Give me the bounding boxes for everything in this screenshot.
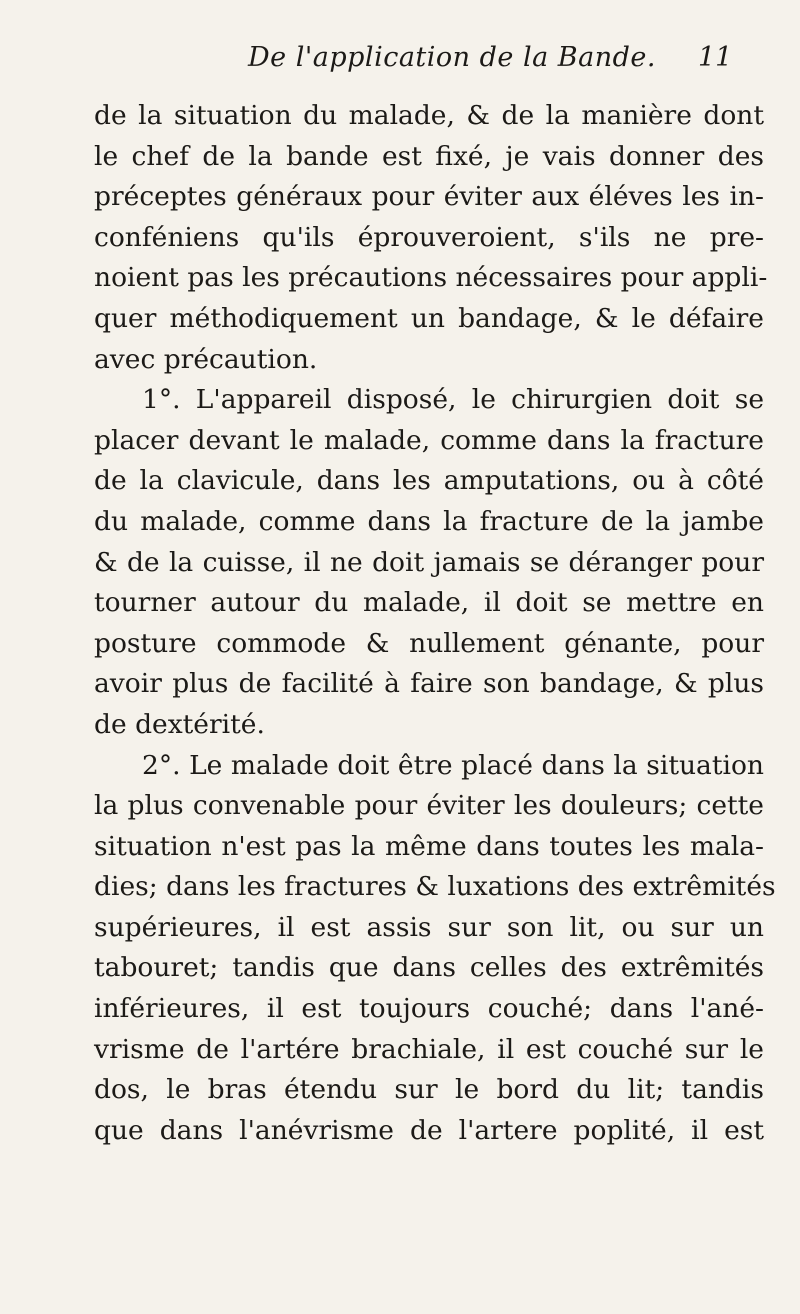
text-line: la plus convenable pour éviter les douleurs; cette [94,790,764,822]
body-text [94,96,776,1151]
text-line: quer méthodiquement un bandage, & le défaire [94,302,764,334]
text-line: posture commode & nullement génante, pour [94,627,764,659]
text-line: le chef de la bande est fixé, je vais donner des [94,140,764,172]
text-line: vrisme de l'artére brachiale, il est couché sur le [94,1033,764,1065]
page-number: 11 [698,42,733,73]
text-line: de la clavicule, dans les amputations, ou à côté [94,465,764,497]
text-line: tourner autour du malade, il doit se mettre en [94,587,764,619]
text-line: supérieures, il est assis sur son lit, ou sur un [94,911,764,943]
text-line: noient pas les précautions nécessaires pour appli- [94,262,768,294]
text-line: 1°. L'appareil disposé, le chirurgien doit se [142,384,764,416]
text-line: & de la cuisse, il ne doit jamais se déranger pour [94,546,764,578]
text-line: dos, le bras étendu sur le bord du lit; tandis [94,1074,764,1106]
text-line: de dextérité. [94,708,265,740]
text-line: conféniens qu'ils éprouveroient, s'ils ne pre- [94,221,764,253]
text-line: avec précaution. [94,343,318,375]
running-title: De l'application de la Bande. [248,42,656,73]
text-line: dies; dans les fractures & luxations des extrêmités [94,871,776,903]
text-line: 2°. Le malade doit être placé dans la situation [142,749,764,781]
text-line: du malade, comme dans la fracture de la jambe [94,505,764,537]
text-line: inférieures, il est toujours couché; dans l'ané- [94,993,764,1025]
text-line: que dans l'anévrisme de l'artere poplité, il est [94,1114,764,1146]
text-line: préceptes généraux pour éviter aux éléves les in- [94,181,764,213]
text-line: placer devant le malade, comme dans la fracture [94,424,764,456]
text-line: tabouret; tandis que dans celles des extrêmités [94,952,764,984]
text-line: de la situation du malade, & de la manière dont [94,100,764,131]
text-line: situation n'est pas la même dans toutes les mala- [94,830,764,862]
text-line: avoir plus de facilité à faire son bandage, & plus [94,668,764,700]
